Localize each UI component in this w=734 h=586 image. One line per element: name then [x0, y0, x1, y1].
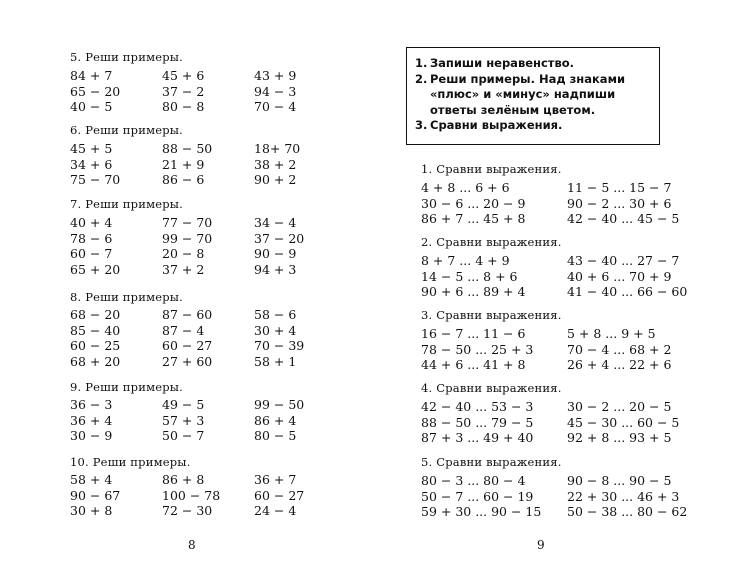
math-expression: 84 + 7: [70, 68, 113, 83]
exercise-grid: [421, 399, 713, 446]
math-expression: 45 + 5: [70, 141, 113, 156]
exercise-heading: 7. Реши примеры.: [70, 197, 183, 211]
math-expression: 34 + 6: [70, 156, 113, 172]
math-expression: 11 − 5 ... 15 − 7: [567, 180, 672, 195]
math-expression: 30 + 4: [254, 322, 297, 338]
exercise-heading: 9. Реши примеры.: [70, 380, 183, 394]
math-expression: 68 + 20: [70, 353, 121, 369]
math-expression: 24 − 4: [254, 503, 297, 518]
instruction-number: 3.: [415, 118, 428, 132]
math-expression: 88 − 50: [162, 141, 213, 156]
math-expression: 68 − 20: [70, 307, 121, 322]
math-expression: 37 + 2: [162, 261, 205, 277]
math-expression: 20 − 8: [162, 246, 205, 261]
exercise-heading: 5. Реши примеры.: [70, 50, 183, 64]
math-expression: 80 − 5: [254, 428, 297, 443]
math-expression: 36 + 7: [254, 472, 297, 487]
math-expression: 58 − 6: [254, 307, 297, 322]
math-expression: 36 + 4: [70, 412, 113, 428]
exercise-grid: [421, 253, 713, 300]
math-expression: 94 + 3: [254, 261, 297, 277]
exercise-grid: [70, 472, 346, 519]
math-expression: 60 − 7: [70, 246, 113, 261]
math-expression: 86 + 8: [162, 472, 205, 487]
math-expression: 70 − 4 ... 68 + 2: [567, 341, 672, 357]
instruction-box: [406, 47, 660, 145]
instruction-item: [415, 118, 651, 134]
exercise-grid: [70, 307, 346, 369]
exercise-grid: [421, 326, 713, 373]
math-expression: 72 − 30: [162, 503, 213, 518]
math-expression: 57 + 3: [162, 412, 205, 428]
page-number: 8: [188, 538, 196, 552]
math-expression: 30 + 8: [70, 503, 113, 518]
math-expression: 99 − 50: [254, 397, 305, 412]
exercise-grid: [70, 68, 346, 115]
math-expression: 65 + 20: [70, 261, 121, 277]
math-expression: 40 − 5: [70, 99, 113, 114]
math-expression: 41 − 40 ... 66 − 60: [567, 284, 688, 299]
exercise-heading: 8. Реши примеры.: [70, 290, 183, 304]
math-expression: 18+ 70: [254, 141, 301, 156]
exercise-grid: [70, 215, 346, 277]
math-expression: 70 − 4: [254, 99, 297, 114]
math-expression: 8 + 7 ... 4 + 9: [421, 253, 510, 268]
math-expression: 21 + 9: [162, 156, 205, 172]
math-expression: 36 − 3: [70, 397, 113, 412]
math-expression: 27 + 60: [162, 353, 213, 369]
math-expression: 43 − 40 ... 27 − 7: [567, 253, 680, 268]
exercise-grid: [421, 473, 713, 520]
math-expression: 90 − 9: [254, 246, 297, 261]
math-expression: 80 − 8: [162, 99, 205, 114]
math-expression: 90 + 6 ... 89 + 4: [421, 284, 526, 299]
math-expression: 99 − 70: [162, 230, 213, 246]
math-expression: 50 − 38 ... 80 − 62: [567, 504, 688, 519]
math-expression: 34 − 4: [254, 215, 297, 230]
math-expression: 30 − 9: [70, 428, 113, 443]
instruction-text: Сравни выражения.: [430, 118, 563, 132]
math-expression: 86 + 4: [254, 412, 297, 428]
math-expression: 60 − 25: [70, 338, 121, 353]
instruction-text: Запиши неравенство.: [430, 56, 574, 70]
exercise-heading: 3. Сравни выражения.: [421, 308, 562, 322]
math-expression: 50 − 7: [162, 428, 205, 443]
math-expression: 80 − 3 ... 80 − 4: [421, 473, 526, 488]
math-expression: 5 + 8 ... 9 + 5: [567, 326, 656, 341]
math-expression: 87 − 4: [162, 322, 205, 338]
instruction-number: 2.: [415, 71, 428, 86]
right-page: [367, 0, 734, 586]
math-expression: 26 + 4 ... 22 + 6: [567, 357, 672, 372]
math-expression: 4 + 8 ... 6 + 6: [421, 180, 510, 195]
math-expression: 38 + 2: [254, 156, 297, 172]
math-expression: 92 + 8 ... 93 + 5: [567, 430, 672, 445]
math-expression: 78 − 6: [70, 230, 113, 246]
instruction-text: Реши примеры. Над знаками «плюс» и «минус» надпиши ответы зелёным цветом.: [430, 71, 626, 117]
exercise-heading: 10. Реши примеры.: [70, 455, 191, 469]
math-expression: 50 − 7 ... 60 − 19: [421, 488, 534, 504]
math-expression: 85 − 40: [70, 322, 121, 338]
exercise-heading: 5. Сравни выражения.: [421, 455, 562, 469]
math-expression: 40 + 4: [70, 215, 113, 230]
math-expression: 42 − 40 ... 45 − 5: [567, 211, 680, 226]
math-expression: 90 − 2 ... 30 + 6: [567, 195, 672, 211]
math-expression: 14 − 5 ... 8 + 6: [421, 268, 518, 284]
math-expression: 90 − 67: [70, 487, 121, 503]
exercise-grid: [70, 141, 346, 188]
math-expression: 22 + 30 ... 46 + 3: [567, 488, 680, 504]
math-expression: 86 + 7 ... 45 + 8: [421, 211, 526, 226]
math-expression: 77 − 70: [162, 215, 213, 230]
math-expression: 16 − 7 ... 11 − 6: [421, 326, 526, 341]
math-expression: 43 + 9: [254, 68, 297, 83]
math-expression: 70 − 39: [254, 338, 305, 353]
instruction-item: [415, 56, 651, 72]
math-expression: 88 − 50 ... 79 − 5: [421, 414, 534, 430]
math-expression: 100 − 78: [162, 487, 221, 503]
exercise-heading: 2. Сравни выражения.: [421, 235, 562, 249]
exercise-heading: 1. Сравни выражения.: [421, 162, 562, 176]
math-expression: 60 − 27: [254, 487, 305, 503]
math-expression: 42 − 40 ... 53 − 3: [421, 399, 534, 414]
math-expression: 45 − 30 ... 60 − 5: [567, 414, 680, 430]
math-expression: 49 − 5: [162, 397, 205, 412]
math-expression: 75 − 70: [70, 172, 121, 187]
math-expression: 65 − 20: [70, 83, 121, 99]
math-expression: 87 + 3 ... 49 + 40: [421, 430, 534, 445]
instruction-item: [415, 72, 651, 119]
math-expression: 58 + 1: [254, 353, 297, 369]
math-expression: 58 + 4: [70, 472, 113, 487]
instruction-number: 1.: [415, 56, 428, 70]
math-expression: 37 − 20: [254, 230, 305, 246]
math-expression: 60 − 27: [162, 338, 213, 353]
math-expression: 40 + 6 ... 70 + 9: [567, 268, 672, 284]
math-expression: 94 − 3: [254, 83, 297, 99]
math-expression: 86 − 6: [162, 172, 205, 187]
math-expression: 30 − 2 ... 20 − 5: [567, 399, 672, 414]
math-expression: 59 + 30 ... 90 − 15: [421, 504, 542, 519]
math-expression: 90 + 2: [254, 172, 297, 187]
page-number: 9: [537, 538, 545, 552]
exercise-heading: 4. Сравни выражения.: [421, 381, 562, 395]
math-expression: 90 − 8 ... 90 − 5: [567, 473, 672, 488]
math-expression: 44 + 6 ... 41 + 8: [421, 357, 526, 372]
math-expression: 45 + 6: [162, 68, 205, 83]
math-expression: 78 − 50 ... 25 + 3: [421, 341, 534, 357]
exercise-grid: [70, 397, 346, 444]
exercise-heading: 6. Реши примеры.: [70, 123, 183, 137]
math-expression: 37 − 2: [162, 83, 205, 99]
math-expression: 87 − 60: [162, 307, 213, 322]
exercise-grid: [421, 180, 713, 227]
math-expression: 30 − 6 ... 20 − 9: [421, 195, 526, 211]
